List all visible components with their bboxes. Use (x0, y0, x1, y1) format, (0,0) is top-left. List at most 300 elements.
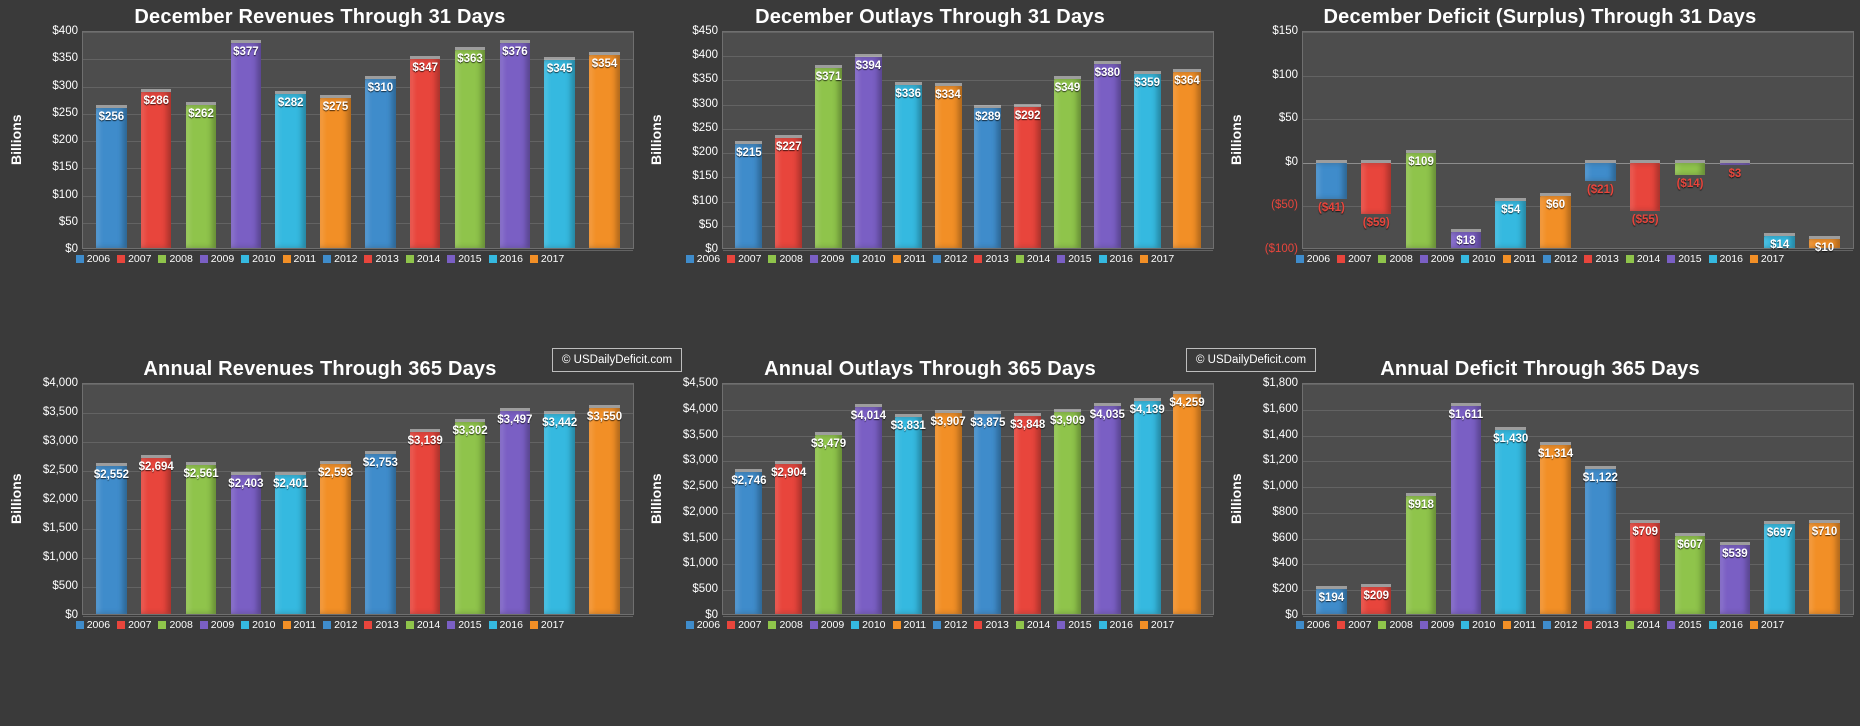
bar-slot (928, 32, 968, 248)
legend-label: 2010 (862, 619, 886, 631)
gridline (723, 250, 1213, 251)
bar-slot (134, 32, 179, 248)
bar[interactable] (1089, 406, 1125, 614)
bar[interactable] (1630, 523, 1660, 614)
legend-item[interactable] (1461, 253, 1495, 265)
legend-item[interactable] (1543, 253, 1577, 265)
bar[interactable] (1049, 412, 1086, 614)
bar[interactable] (1585, 163, 1615, 197)
bar-value-label: $4,014 (850, 410, 886, 423)
bar[interactable] (974, 108, 1001, 248)
legend-swatch-icon (1016, 255, 1024, 263)
bar[interactable] (275, 94, 305, 248)
y-axis (666, 377, 722, 621)
legend-item[interactable] (1099, 619, 1133, 631)
bar-value-label: $3 (1728, 168, 1742, 181)
bar[interactable] (186, 105, 216, 248)
legend-label: 2016 (1109, 253, 1133, 265)
bar-value-label: $4,035 (1089, 408, 1125, 421)
legend-item[interactable] (1016, 253, 1050, 265)
bar-value-label: $2,694 (138, 460, 174, 473)
bar-slot (89, 384, 134, 614)
chart-panel-december-deficit (1220, 0, 1860, 352)
legend (1226, 253, 1854, 265)
bar-slot (1757, 384, 1802, 614)
bar[interactable] (1361, 163, 1391, 230)
legend-item[interactable] (933, 253, 967, 265)
legend-item[interactable] (406, 619, 440, 631)
legend-item[interactable] (1057, 619, 1091, 631)
bar[interactable] (497, 411, 533, 614)
bar[interactable] (183, 465, 219, 614)
legend-swatch-icon (1543, 621, 1551, 629)
bar[interactable] (1406, 496, 1436, 614)
legend-item[interactable] (76, 619, 110, 631)
bar[interactable] (1720, 545, 1750, 614)
legend-label: 2013 (375, 253, 399, 265)
y-tick-label: $4,000 (682, 402, 718, 415)
bar-slot (968, 384, 1008, 614)
legend-item[interactable] (283, 253, 317, 265)
bar-value-label: $334 (935, 89, 961, 102)
y-tick-label: $1,800 (1262, 377, 1298, 389)
bar[interactable] (500, 43, 530, 248)
bar[interactable] (1316, 589, 1346, 614)
legend-item[interactable] (727, 253, 761, 265)
bar-series (83, 32, 633, 248)
y-tick-label: $100 (1272, 68, 1298, 81)
y-axis-label: Billions (8, 473, 24, 525)
legend-item[interactable] (200, 619, 234, 631)
y-tick-label: $2,500 (682, 480, 718, 493)
bar[interactable] (586, 408, 623, 614)
legend-item[interactable] (1420, 619, 1454, 631)
legend-item[interactable] (1140, 619, 1174, 631)
legend-label: 2012 (334, 619, 358, 631)
bar[interactable] (1809, 239, 1839, 255)
legend-swatch-icon (76, 621, 84, 629)
legend-swatch-icon (727, 255, 735, 263)
bar[interactable] (1173, 72, 1200, 248)
legend-item[interactable] (851, 253, 885, 265)
legend-item[interactable] (1503, 619, 1537, 631)
y-tick-label: $50 (58, 215, 78, 228)
bar-slot (1048, 384, 1088, 614)
legend-item[interactable] (1296, 253, 1330, 265)
bar-slot (1048, 32, 1088, 248)
bar-value-label: ($55) (1631, 213, 1659, 226)
legend-item[interactable] (323, 619, 357, 631)
bar-value-label: $376 (502, 46, 528, 59)
y-tick-label: $0 (705, 243, 718, 255)
legend-item[interactable] (200, 253, 234, 265)
chart-title: December Outlays Through 31 Days (755, 6, 1105, 28)
plot-area (82, 31, 634, 249)
bar[interactable] (1809, 523, 1839, 615)
bar-slot (1668, 32, 1713, 248)
bar-value-label: $354 (591, 58, 618, 71)
legend-item[interactable] (1503, 253, 1537, 265)
bar[interactable] (1493, 430, 1529, 614)
legend-label: 2006 (86, 619, 111, 631)
bar[interactable] (93, 466, 129, 614)
bar-value-label: $3,831 (890, 419, 926, 432)
bar[interactable] (452, 422, 488, 614)
chart-panel-annual-deficit (1220, 352, 1860, 726)
bar-slot (223, 384, 268, 614)
legend-item[interactable] (364, 619, 398, 631)
bar-value-label: $1,430 (1493, 432, 1529, 445)
bar[interactable] (1448, 406, 1484, 614)
bar-value-label: $3,909 (1049, 415, 1086, 428)
legend-item[interactable] (1378, 619, 1412, 631)
bar[interactable] (231, 43, 261, 248)
legend-swatch-icon (158, 255, 166, 263)
legend-item[interactable] (810, 253, 844, 265)
bar[interactable] (815, 68, 842, 248)
watermark-1: © USDailyDeficit.com (552, 348, 682, 372)
legend-item[interactable] (1543, 619, 1577, 631)
legend-item[interactable] (1420, 253, 1454, 265)
legend-item[interactable] (893, 253, 927, 265)
legend-item[interactable] (1461, 619, 1495, 631)
legend-swatch-icon (530, 621, 538, 629)
bar[interactable] (1582, 469, 1618, 614)
legend-item[interactable] (893, 619, 927, 631)
legend-label: 2011 (903, 253, 927, 265)
y-tick-label: $500 (52, 580, 78, 592)
y-tick-label: $350 (52, 52, 78, 65)
bar-value-label: $2,401 (273, 477, 309, 490)
bar-value-label: $709 (1632, 525, 1658, 538)
chart-title: Annual Revenues Through 365 Days (143, 358, 497, 380)
legend-item[interactable] (933, 619, 967, 631)
y-tick-label: $200 (1272, 583, 1298, 596)
bar-value-label: $256 (98, 111, 125, 124)
legend-item[interactable] (1099, 253, 1133, 265)
bar[interactable] (1129, 401, 1165, 614)
bar-value-label: ($41) (1317, 201, 1345, 214)
bar-value-label: $3,139 (407, 434, 443, 447)
bar-slot (1008, 32, 1048, 248)
bar[interactable] (96, 108, 126, 248)
legend-label: 2009 (1430, 619, 1455, 631)
y-tick-label: $400 (692, 49, 718, 62)
watermark-2: © USDailyDeficit.com (1186, 348, 1316, 372)
bar-slot (448, 384, 493, 614)
legend-item[interactable] (1337, 619, 1371, 631)
legend-item[interactable] (489, 253, 523, 265)
bar-value-label: $2,904 (771, 467, 807, 480)
bar-value-label: $394 (855, 60, 882, 73)
legend-label: 2012 (944, 619, 968, 631)
legend-item[interactable] (851, 619, 885, 631)
chart-panel-annual-revenues (0, 352, 640, 726)
legend-swatch-icon (768, 255, 776, 263)
legend-item[interactable] (974, 253, 1008, 265)
bar[interactable] (1014, 107, 1041, 248)
y-tick-label: $150 (52, 161, 78, 174)
legend-label: 2010 (1472, 253, 1496, 265)
bar[interactable] (1764, 524, 1794, 614)
bar[interactable] (935, 86, 962, 248)
legend-swatch-icon (974, 255, 982, 263)
legend-label: 2008 (779, 253, 803, 265)
bar-slot (848, 384, 888, 614)
bar-slot (1309, 32, 1354, 248)
bar-slot (1087, 384, 1127, 614)
legend-swatch-icon (406, 255, 414, 263)
legend-label: 2007 (1348, 253, 1372, 265)
legend-item[interactable] (283, 619, 317, 631)
bar[interactable] (138, 458, 174, 614)
bar[interactable] (320, 98, 350, 248)
y-tick-label: $450 (692, 25, 718, 37)
bar[interactable] (141, 92, 171, 248)
legend-label: 2012 (1554, 253, 1578, 265)
gridline (723, 616, 1213, 617)
bar[interactable] (1010, 416, 1046, 614)
y-tick-label: $50 (698, 218, 718, 231)
legend-item[interactable] (1140, 253, 1174, 265)
legend-label: 2014 (1026, 253, 1051, 265)
bar[interactable] (1537, 445, 1574, 614)
bar-value-label: $347 (412, 61, 438, 74)
legend-item[interactable] (1667, 619, 1701, 631)
bar[interactable] (1495, 201, 1525, 248)
gridline (1303, 616, 1853, 617)
bar[interactable] (850, 407, 886, 614)
chart-panel-december-revenues (0, 0, 640, 352)
legend-swatch-icon (1337, 621, 1345, 629)
legend-item[interactable] (768, 253, 802, 265)
bar[interactable] (735, 144, 762, 248)
legend-swatch-icon (1626, 255, 1634, 263)
legend-swatch-icon (283, 255, 291, 263)
bar[interactable] (1451, 232, 1481, 248)
bar[interactable] (890, 417, 926, 615)
legend-item[interactable] (406, 253, 440, 265)
legend-swatch-icon (1750, 621, 1758, 629)
legend-swatch-icon (323, 255, 331, 263)
legend-item[interactable] (117, 619, 151, 631)
bar-slot (1008, 384, 1048, 614)
y-tick-label: $100 (692, 194, 718, 207)
bar[interactable] (407, 432, 443, 614)
legend-swatch-icon (323, 621, 331, 629)
legend-label: 2014 (416, 253, 441, 265)
legend-swatch-icon (768, 621, 776, 629)
legend-label: 2011 (293, 253, 317, 265)
bar[interactable] (542, 414, 578, 614)
bar[interactable] (1134, 74, 1161, 248)
legend-item[interactable] (241, 253, 275, 265)
legend-item[interactable] (447, 619, 481, 631)
bar-value-label: $14 (1770, 238, 1790, 251)
legend-item[interactable] (727, 619, 761, 631)
bar[interactable] (544, 60, 574, 248)
legend-item[interactable] (810, 619, 844, 631)
y-tick-label: $1,600 (1262, 402, 1298, 415)
y-tick-label: $250 (692, 121, 718, 134)
bar-value-label: $380 (1094, 66, 1121, 79)
bar-value-label: $359 (1134, 77, 1160, 90)
plot-area (82, 383, 634, 615)
bar-slot (537, 32, 582, 248)
legend-item[interactable] (76, 253, 110, 265)
legend-label: 2017 (1760, 619, 1785, 631)
legend-item[interactable] (364, 253, 398, 265)
gridline (83, 616, 633, 617)
legend-label: 2006 (1306, 253, 1331, 265)
legend-item[interactable] (1709, 253, 1743, 265)
bar-value-label: $2,552 (93, 468, 129, 481)
bar-slot (1578, 32, 1623, 248)
bar[interactable] (1169, 394, 1205, 614)
legend-swatch-icon (851, 255, 859, 263)
bar[interactable] (1540, 196, 1570, 248)
gridline (83, 250, 633, 251)
bar[interactable] (317, 464, 354, 614)
bar[interactable] (589, 55, 619, 248)
legend-label: 2013 (375, 619, 399, 631)
legend-swatch-icon (974, 621, 982, 629)
bar-value-label: $697 (1766, 527, 1793, 540)
bar[interactable] (1054, 79, 1081, 248)
legend-swatch-icon (1296, 621, 1304, 629)
bar-slot (1488, 32, 1533, 248)
chart-title: December Deficit (Surplus) Through 31 Days (1323, 6, 1757, 28)
y-tick-label: $2,000 (42, 493, 78, 505)
legend-item[interactable] (1750, 619, 1784, 631)
legend-item[interactable] (158, 619, 192, 631)
bar[interactable] (970, 414, 1006, 614)
legend-item[interactable] (1584, 253, 1618, 265)
bar[interactable] (895, 85, 922, 248)
bar[interactable] (273, 475, 309, 614)
legend-label: 2016 (499, 253, 523, 265)
bar[interactable] (771, 464, 807, 614)
bar[interactable] (410, 59, 440, 248)
legend-item[interactable] (1750, 253, 1784, 265)
bar-value-label: $289 (975, 111, 1001, 123)
legend-item[interactable] (1296, 619, 1330, 631)
bar-slot (1087, 32, 1127, 248)
legend-item[interactable] (1337, 253, 1371, 265)
bar-slot (729, 32, 769, 248)
legend-item[interactable] (1709, 619, 1743, 631)
bar[interactable] (855, 57, 882, 248)
bar-slot (968, 32, 1008, 248)
legend-item[interactable] (974, 619, 1008, 631)
bar[interactable] (362, 454, 398, 614)
legend-item[interactable] (1667, 253, 1701, 265)
legend-item[interactable] (117, 253, 151, 265)
bar[interactable] (1675, 163, 1705, 190)
legend-label: 2014 (1636, 253, 1661, 265)
legend-item[interactable] (768, 619, 802, 631)
legend-item[interactable] (530, 619, 564, 631)
bar[interactable] (775, 138, 802, 248)
y-tick-label: $300 (52, 79, 78, 92)
bar-slot (1802, 384, 1847, 614)
legend-label: 2014 (416, 619, 441, 631)
bar[interactable] (1406, 153, 1436, 248)
legend-item[interactable] (1378, 253, 1412, 265)
legend-item[interactable] (447, 253, 481, 265)
bar[interactable] (1720, 163, 1750, 181)
y-tick-label: $1,000 (42, 551, 78, 563)
bar[interactable] (930, 413, 966, 614)
y-tick-label: $1,000 (1262, 480, 1298, 493)
plot-area (722, 383, 1214, 615)
legend-swatch-icon (200, 621, 208, 629)
bar-value-label: $2,403 (228, 477, 264, 490)
legend-swatch-icon (241, 255, 249, 263)
bar[interactable] (365, 79, 395, 248)
legend-item[interactable] (241, 619, 275, 631)
legend-item[interactable] (1016, 619, 1050, 631)
legend-item[interactable] (1584, 619, 1618, 631)
bar[interactable] (1764, 236, 1794, 251)
bar[interactable] (731, 472, 767, 614)
legend-swatch-icon (1709, 621, 1717, 629)
legend-item[interactable] (323, 253, 357, 265)
y-tick-label: $0 (705, 609, 718, 621)
bar-slot (268, 32, 313, 248)
legend-label: 2017 (540, 253, 565, 265)
legend-item[interactable] (530, 253, 564, 265)
bar-value-label: $371 (815, 71, 842, 84)
bar-slot (1757, 32, 1802, 251)
bar-value-label: $1,314 (1537, 447, 1574, 460)
legend-swatch-icon (1420, 621, 1428, 629)
y-tick-label: $500 (692, 583, 718, 596)
y-tick-label: $3,500 (682, 428, 718, 441)
legend-item[interactable] (1057, 253, 1091, 265)
bar-value-label: $3,442 (542, 417, 578, 430)
bar[interactable] (810, 435, 847, 614)
bar[interactable] (1361, 587, 1391, 614)
legend-label: 2015 (1068, 619, 1092, 631)
bar-slot (1443, 384, 1488, 614)
bar[interactable] (455, 50, 485, 248)
bar-value-label: $3,550 (586, 411, 623, 424)
bar-value-label: $2,753 (362, 457, 398, 470)
legend-item[interactable] (158, 253, 192, 265)
y-tick-label: $150 (692, 170, 718, 183)
bar[interactable] (1630, 163, 1660, 226)
bar[interactable] (228, 475, 264, 614)
legend-label: 2013 (985, 253, 1009, 265)
legend-swatch-icon (1503, 621, 1511, 629)
legend-item[interactable] (1626, 253, 1660, 265)
legend-item[interactable] (489, 619, 523, 631)
legend-label: 2012 (334, 253, 358, 265)
legend-item[interactable] (1626, 619, 1660, 631)
legend-label: 2006 (86, 253, 111, 265)
bar[interactable] (1675, 536, 1705, 614)
y-tick-label: ($100) (1264, 243, 1298, 255)
y-tick-label: $200 (692, 146, 718, 159)
bar[interactable] (1316, 163, 1346, 214)
legend-swatch-icon (364, 621, 372, 629)
legend-label: 2017 (1760, 253, 1785, 265)
bar-slot (809, 384, 849, 614)
legend-label: 2006 (696, 253, 721, 265)
bar[interactable] (1094, 64, 1121, 248)
y-tick-label: $2,000 (682, 505, 718, 518)
